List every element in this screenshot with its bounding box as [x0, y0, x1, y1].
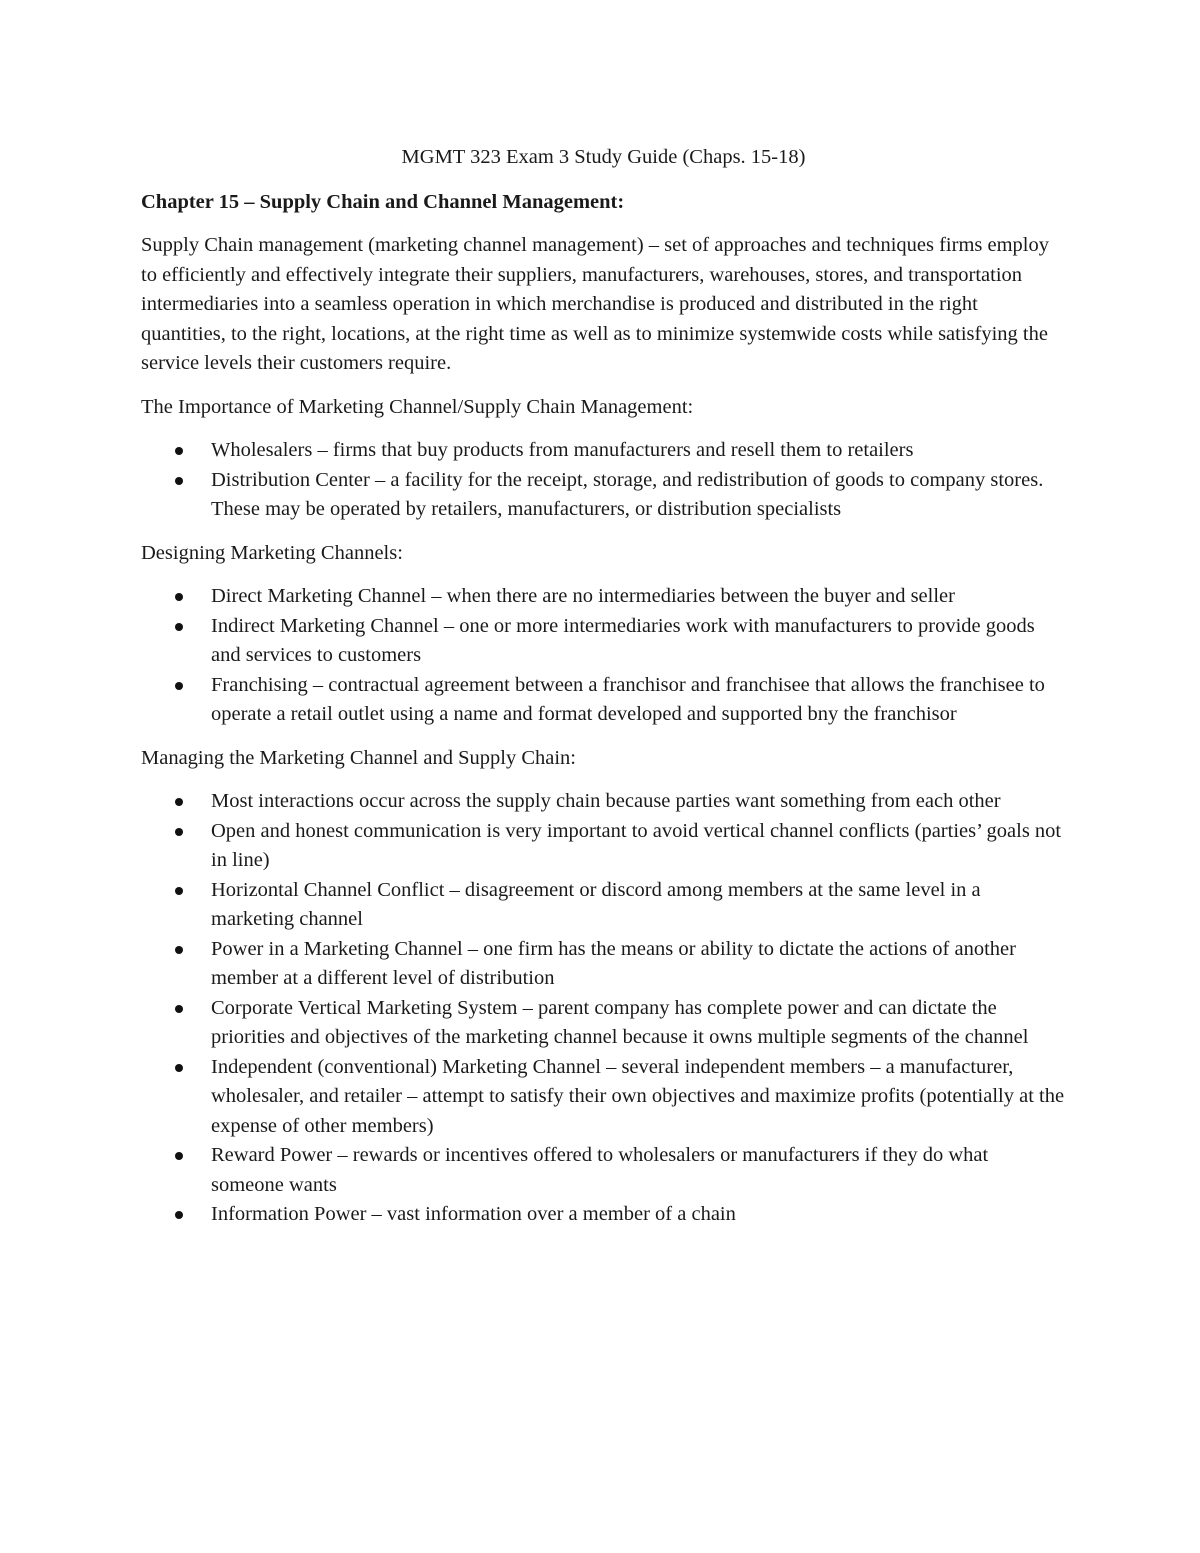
list-item [141, 935, 1066, 994]
bullet-icon [175, 1005, 183, 1013]
section-heading-managing: Managing the Marketing Channel and Supply Chain: [141, 746, 576, 769]
bullet-icon [175, 1211, 183, 1219]
chapter-heading: Chapter 15 – Supply Chain and Channel Management: [141, 190, 625, 213]
list-item [141, 612, 1066, 671]
list-item-text: Franchising – contractual agreement between a franchisor and franchisee that allows the franchisee to operate a retail outlet using a name and format developed and supported bny the franchisor [211, 673, 1045, 725]
list-item [141, 466, 1066, 525]
list-item-text: Horizontal Channel Conflict – disagreement or discord among members at the same level in a marketing channel [211, 878, 981, 930]
bullet-icon [175, 1152, 183, 1160]
list-item [141, 1141, 1066, 1200]
list-item-text: Indirect Marketing Channel – one or more intermediaries work with manufacturers to provide goods and services to customers [211, 614, 1035, 666]
bullet-list-designing [141, 582, 1066, 730]
list-item-text: Corporate Vertical Marketing System – parent company has complete power and can dictate the priorities and objectives of the marketing channel because it owns multiple segments of the channel [211, 996, 1029, 1048]
list-item [141, 582, 1066, 612]
list-item-text: Distribution Center – a facility for the receipt, storage, and redistribution of goods to company stores. These may be operated by retailers, manufacturers, or distribution specialists [211, 468, 1044, 520]
bullet-icon [175, 887, 183, 895]
bullet-list-managing [141, 787, 1066, 1230]
list-item [141, 436, 1066, 466]
list-item [141, 876, 1066, 935]
list-item-text: Independent (conventional) Marketing Channel – several independent members – a manufacturer, wholesaler, and retailer – attempt to satisfy their own objectives and maximize profits (potentially at the expense of other members) [211, 1055, 1065, 1137]
list-item-text: Most interactions occur across the supply chain because parties want something from each other [211, 790, 1001, 812]
list-item [141, 787, 1066, 817]
list-item-text: Reward Power – rewards or incentives offered to wholesalers or manufacturers if they do what someone wants [211, 1144, 989, 1196]
section-heading-designing: Designing Marketing Channels: [141, 541, 403, 564]
document-title: MGMT 323 Exam 3 Study Guide (Chaps. 15-18) [401, 146, 806, 168]
list-item-text: Power in a Marketing Channel – one firm has the means or ability to dictate the actions of another member at a different level of distribution [211, 937, 1016, 989]
list-item [141, 1053, 1066, 1142]
bullet-icon [175, 798, 183, 806]
intro-paragraph: Supply Chain management (marketing channel management) – set of approaches and techniques firms employ to efficiently and effectively integrate their suppliers, manufacturers, warehouses, stores, and transportation intermediaries into a seamless operation in which merchandise is produced and distributed in the right quantities, to the right, locations, at the right time as well as to minimize systemwide costs while satisfying the service levels their customers require. [141, 234, 1049, 374]
bullet-list-importance [141, 436, 1066, 525]
document-body [141, 143, 1066, 1244]
list-item-text: Information Power – vast information over a member of a chain [211, 1203, 736, 1225]
bullet-icon [175, 946, 183, 954]
bullet-icon [175, 1064, 183, 1072]
bullet-icon [175, 828, 183, 836]
bullet-icon [175, 623, 183, 631]
list-item [141, 994, 1066, 1053]
list-item-text: Open and honest communication is very important to avoid vertical channel conflicts (parties’ goals not in line) [211, 819, 1062, 871]
bullet-icon [175, 682, 183, 690]
bullet-icon [175, 593, 183, 601]
bullet-icon [175, 447, 183, 455]
list-item [141, 1200, 1066, 1230]
bullet-icon [175, 477, 183, 485]
list-item-text: Wholesalers – firms that buy products from manufacturers and resell them to retailers [211, 439, 914, 461]
list-item [141, 817, 1066, 876]
section-heading-importance: The Importance of Marketing Channel/Supply Chain Management: [141, 395, 694, 418]
list-item [141, 671, 1066, 730]
list-item-text: Direct Marketing Channel – when there are no intermediaries between the buyer and seller [211, 585, 955, 607]
